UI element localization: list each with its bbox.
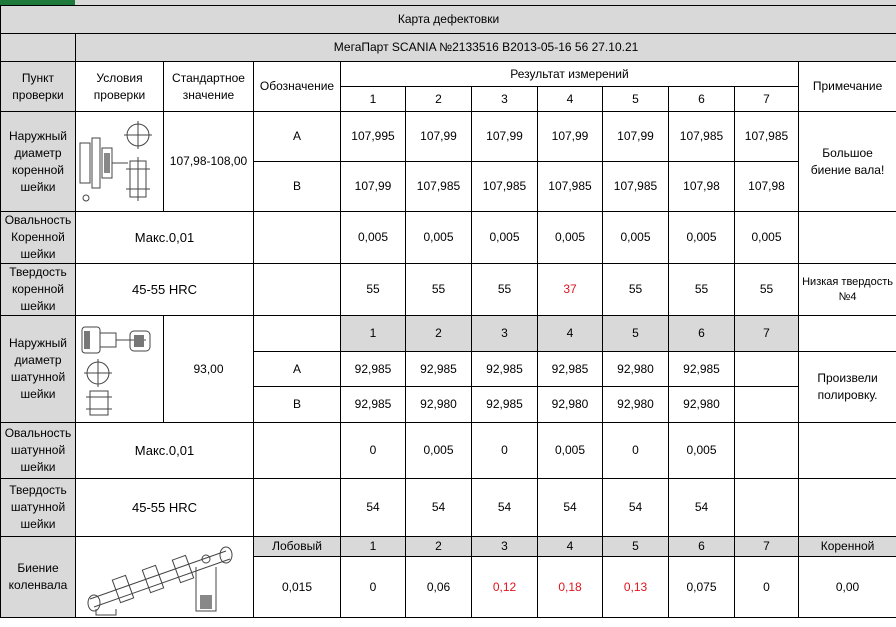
rod-diam-b-2[interactable]: 92,980 <box>406 387 472 423</box>
main-journal-drawing-icon <box>76 113 162 211</box>
rod-diam-b-4[interactable]: 92,980 <box>538 387 603 423</box>
runout-1[interactable]: 0 <box>341 557 406 618</box>
main-oval-7[interactable]: 0,005 <box>735 212 799 264</box>
main-hard-3[interactable]: 55 <box>472 264 538 316</box>
rod-hard-2[interactable]: 54 <box>406 479 472 537</box>
main-oval-designation[interactable] <box>254 212 341 264</box>
header-num-3[interactable]: 3 <box>472 87 538 112</box>
main-hard-designation[interactable] <box>254 264 341 316</box>
rod-diam-num-designation[interactable] <box>254 316 341 352</box>
header-num-4[interactable]: 4 <box>538 87 603 112</box>
runout-3[interactable]: 0,12 <box>472 557 538 618</box>
main-oval-6[interactable]: 0,005 <box>669 212 735 264</box>
empty-cell[interactable] <box>1 34 76 62</box>
rod-diam-a-1[interactable]: 92,985 <box>341 352 406 387</box>
rod-diam-label[interactable]: Наружный диаметр шатунной шейки <box>1 316 76 423</box>
rod-diam-a-5[interactable]: 92,980 <box>603 352 669 387</box>
main-diam-b-6[interactable]: 107,98 <box>669 162 735 212</box>
runout-num-5[interactable]: 5 <box>603 537 669 557</box>
rod-hard-4[interactable]: 54 <box>538 479 603 537</box>
main-diam-a-1[interactable]: 107,995 <box>341 112 406 162</box>
rod-diam-b-7[interactable] <box>735 387 799 423</box>
runout-sub-label[interactable]: Лобовый <box>254 537 341 557</box>
main-journal-drawing <box>76 112 164 212</box>
rod-num-1[interactable]: 1 <box>341 316 406 352</box>
header-num-6[interactable]: 6 <box>669 87 735 112</box>
rod-oval-designation[interactable] <box>254 423 341 479</box>
header-standard[interactable]: Стандартное значение <box>164 62 254 112</box>
main-diam-b-2[interactable]: 107,985 <box>406 162 472 212</box>
header-result[interactable]: Результат измерений <box>341 62 799 87</box>
rod-oval-2[interactable]: 0,005 <box>406 423 472 479</box>
rod-diam-note[interactable]: Произвели полировку. <box>799 352 896 423</box>
header-num-2[interactable]: 2 <box>406 87 472 112</box>
sheet-title[interactable]: Карта дефектовки <box>1 6 896 34</box>
rod-oval-1[interactable]: 0 <box>341 423 406 479</box>
main-diam-b-1[interactable]: 107,99 <box>341 162 406 212</box>
rod-hard-3[interactable]: 54 <box>472 479 538 537</box>
rod-hard-designation[interactable] <box>254 479 341 537</box>
runout-num-2[interactable]: 2 <box>406 537 472 557</box>
rod-oval-5[interactable]: 0 <box>603 423 669 479</box>
header-num-5[interactable]: 5 <box>603 87 669 112</box>
rod-diam-b-6[interactable]: 92,980 <box>669 387 735 423</box>
runout-5[interactable]: 0,13 <box>603 557 669 618</box>
rod-oval-3[interactable]: 0 <box>472 423 538 479</box>
runout-num-3[interactable]: 3 <box>472 537 538 557</box>
main-hard-1[interactable]: 55 <box>341 264 406 316</box>
runout-num-7[interactable]: 7 <box>735 537 799 557</box>
main-hard-2[interactable]: 55 <box>406 264 472 316</box>
rod-diam-a-2[interactable]: 92,985 <box>406 352 472 387</box>
main-diam-a-6[interactable]: 107,985 <box>669 112 735 162</box>
header-num-1[interactable]: 1 <box>341 87 406 112</box>
runout-6[interactable]: 0,075 <box>669 557 735 618</box>
main-diam-b-4[interactable]: 107,985 <box>538 162 603 212</box>
main-oval-4[interactable]: 0,005 <box>538 212 603 264</box>
main-hard-7[interactable]: 55 <box>735 264 799 316</box>
rod-hard-note[interactable] <box>799 479 896 537</box>
runout-num-1[interactable]: 1 <box>341 537 406 557</box>
rod-hard-6[interactable]: 54 <box>669 479 735 537</box>
runout-note-header[interactable]: Коренной <box>799 537 896 557</box>
rod-diam-b-1[interactable]: 92,985 <box>341 387 406 423</box>
rod-num-4[interactable]: 4 <box>538 316 603 352</box>
header-num-7[interactable]: 7 <box>735 87 799 112</box>
rod-diam-a-6[interactable]: 92,985 <box>669 352 735 387</box>
rod-oval-7[interactable] <box>735 423 799 479</box>
main-hard-standard[interactable]: 45-55 HRC <box>76 264 254 316</box>
crankshaft-drawing <box>76 537 254 618</box>
runout-7[interactable]: 0 <box>735 557 799 618</box>
main-diam-b-7[interactable]: 107,98 <box>735 162 799 212</box>
rod-journal-drawing <box>76 316 164 423</box>
main-oval-label[interactable]: Овальность Коренной шейки <box>1 212 76 264</box>
main-diam-label[interactable]: Наружный диаметр коренной шейки <box>1 112 76 212</box>
main-hard-note[interactable]: Низкая твердость №4 <box>799 264 896 316</box>
main-oval-5[interactable]: 0,005 <box>603 212 669 264</box>
rod-num-5[interactable]: 5 <box>603 316 669 352</box>
runout-standard[interactable]: 0,015 <box>254 557 341 618</box>
main-diam-b-5[interactable]: 107,985 <box>603 162 669 212</box>
main-diam-a-3[interactable]: 107,99 <box>472 112 538 162</box>
main-diam-b-label[interactable]: B <box>254 162 341 212</box>
rod-num-2[interactable]: 2 <box>406 316 472 352</box>
rod-diam-a-label[interactable]: A <box>254 352 341 387</box>
rod-num-note[interactable] <box>799 316 896 352</box>
runout-note-value[interactable]: 0,00 <box>799 557 896 618</box>
main-diam-b-3[interactable]: 107,985 <box>472 162 538 212</box>
rod-diam-a-3[interactable]: 92,985 <box>472 352 538 387</box>
rod-oval-note[interactable] <box>799 423 896 479</box>
main-oval-1[interactable]: 0,005 <box>341 212 406 264</box>
rod-hard-5[interactable]: 54 <box>603 479 669 537</box>
rod-diam-a-4[interactable]: 92,985 <box>538 352 603 387</box>
rod-oval-6[interactable]: 0,005 <box>669 423 735 479</box>
main-diam-a-4[interactable]: 107,99 <box>538 112 603 162</box>
main-hard-5[interactable]: 55 <box>603 264 669 316</box>
header-note[interactable]: Примечание <box>799 62 896 112</box>
rod-journal-drawing-icon <box>76 317 162 421</box>
rod-oval-label[interactable]: Овальность шатунной шейки <box>1 423 76 479</box>
crankshaft-drawing-icon <box>76 537 252 617</box>
rod-hard-label[interactable]: Твердость шатунной шейки <box>1 479 76 537</box>
runout-num-6[interactable]: 6 <box>669 537 735 557</box>
rod-hard-7[interactable] <box>735 479 799 537</box>
rod-oval-standard[interactable]: Макс.0,01 <box>76 423 254 479</box>
rod-diam-b-3[interactable]: 92,985 <box>472 387 538 423</box>
rod-hard-1[interactable]: 54 <box>341 479 406 537</box>
header-designation[interactable]: Обозначение <box>254 62 341 112</box>
runout-label[interactable]: Биение коленвала <box>1 537 76 618</box>
main-oval-standard[interactable]: Макс.0,01 <box>76 212 254 264</box>
main-oval-note[interactable] <box>799 212 896 264</box>
runout-4[interactable]: 0,18 <box>538 557 603 618</box>
runout-num-4[interactable]: 4 <box>538 537 603 557</box>
main-diam-standard[interactable]: 107,98-108,00 <box>164 112 254 212</box>
defect-card-table <box>0 5 896 618</box>
rod-num-6[interactable]: 6 <box>669 316 735 352</box>
main-hard-6[interactable]: 55 <box>669 264 735 316</box>
rod-num-3[interactable]: 3 <box>472 316 538 352</box>
rod-oval-4[interactable]: 0,005 <box>538 423 603 479</box>
rod-diam-b-label[interactable]: B <box>254 387 341 423</box>
rod-diam-a-7[interactable] <box>735 352 799 387</box>
header-conditions[interactable]: Условия проверки <box>76 62 164 112</box>
main-hard-4[interactable]: 37 <box>538 264 603 316</box>
rod-num-7[interactable]: 7 <box>735 316 799 352</box>
main-diam-a-2[interactable]: 107,99 <box>406 112 472 162</box>
main-oval-3[interactable]: 0,005 <box>472 212 538 264</box>
header-point[interactable]: Пункт проверки <box>1 62 76 112</box>
main-diam-a-label[interactable]: A <box>254 112 341 162</box>
main-oval-2[interactable]: 0,005 <box>406 212 472 264</box>
rod-hard-standard[interactable]: 45-55 HRC <box>76 479 254 537</box>
sheet-subtitle[interactable]: МегаПарт SCANIA №2133516 B2013-05-16 56 27.10.21 <box>76 34 896 62</box>
main-hard-label[interactable]: Твердость коренной шейки <box>1 264 76 316</box>
runout-2[interactable]: 0,06 <box>406 557 472 618</box>
main-diam-note[interactable]: Большое биение вала! <box>799 112 896 212</box>
main-diam-a-5[interactable]: 107,99 <box>603 112 669 162</box>
main-diam-a-7[interactable]: 107,985 <box>735 112 799 162</box>
rod-diam-b-5[interactable]: 92,980 <box>603 387 669 423</box>
rod-diam-standard[interactable]: 93,00 <box>164 316 254 423</box>
